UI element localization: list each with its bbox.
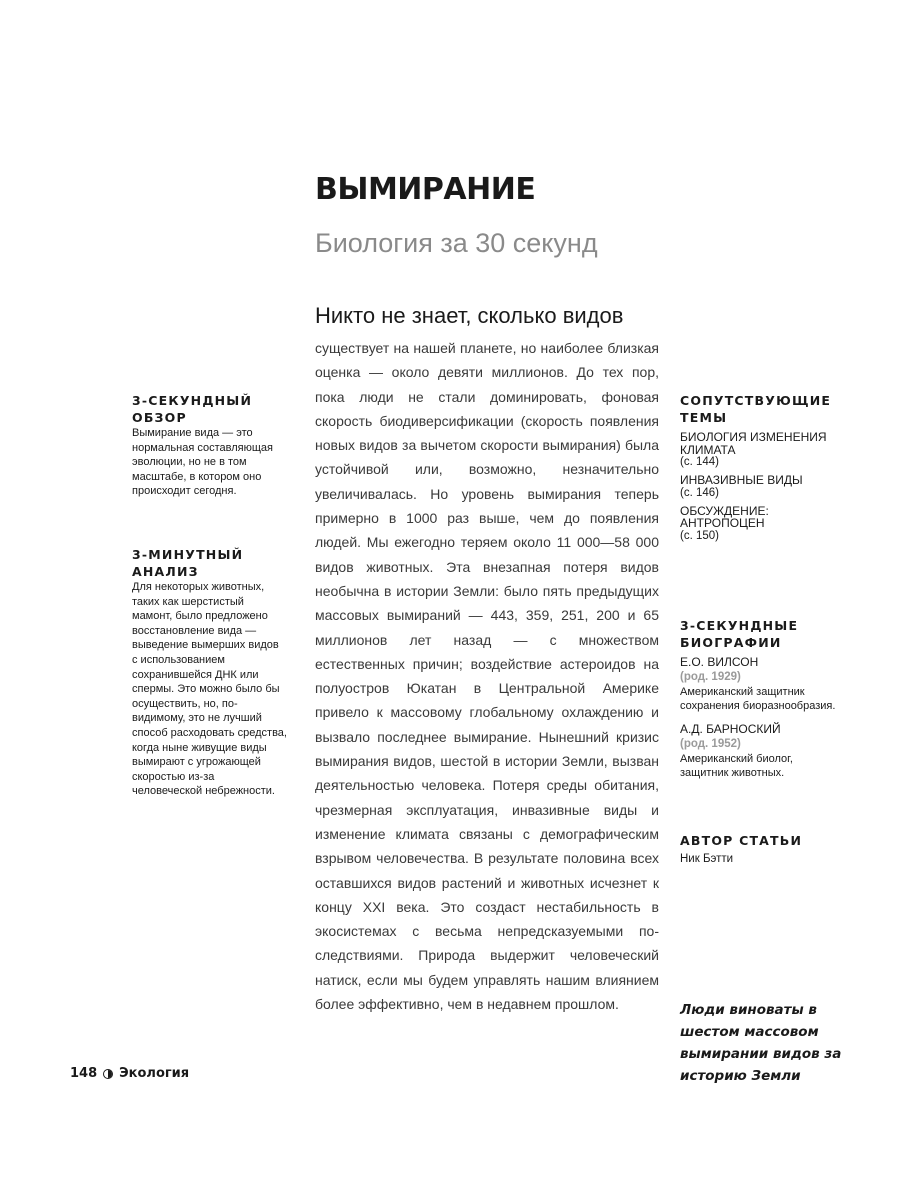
bio-year: (род. 1952) (680, 738, 741, 750)
author-heading: АВТОР СТАТЬИ (680, 833, 803, 848)
related-item-page: (с. 146) (680, 486, 719, 499)
related-heading: СОПУТСТВУЮЩИЕ ТЕМЫ (680, 393, 832, 425)
author-name: Ник Бэтти (680, 853, 734, 865)
page-title: ВЫМИРАНИЕ (315, 172, 536, 207)
page-subtitle: Биология за 30 секунд (315, 228, 598, 258)
related-item-title: ИНВАЗИВНЫЕ ВИДЫ (680, 473, 803, 487)
bio-item (680, 655, 840, 713)
analysis-block (132, 546, 287, 799)
analysis-heading: 3-МИНУТНЫЙ АНАЛИЗ (132, 547, 244, 579)
bio-year: (род. 1929) (680, 671, 741, 683)
analysis-text: Для некоторых животных, таких как шерстистый мамонт, было предложено восстановление вида — выведение вымерших видов с использованием сохранившейся ДНК или спермы. Это можно было бы осуществить, но, по-видимому, это не лучший способ расходовать средства, когда ныне живущие виды вымирают с угрожающей скоростью из-за человеческой небрежности. (132, 581, 287, 798)
main-text: существует на нашей планете, но наиболее близкая оценка — около девяти миллионов. До тех пор, пока люди не стали доминировать, фоновая скорость биодиверсификации (скорость появления новых видов за вычетом скорости вымирания) была устойчивой или, возможно, незначительно увеличивалась. Но уровень вымирания теперь примерно в 1000 раз выше, чем до появления людей. Мы ежегодно теряем около 11 000—58 000 видов животных. Эта внезапная потеря видов необычна в истории Земли: было пять предыдущих массовых вымираний — 443, 359, 251, 200 и 65 миллионов лет назад — с множеством естественных причин; воздействие астероидов на полуостров Юкатан в Центральной Америке привело к массовому глобальному охлаждению и вызвало последнее вымирание. Нынешний кризис вымирания видов, шестой в истории Земли, вызван деятельностью человека. Потеря среды обитания, чрезмерная эксплуатация, инвазивные виды и изменение климата связаны с демографическим взрывом человечества. В результате половина всех оставшихся видов растений и животных исчезнет к концу XXI века. Это создаст нестабильность в экосистемах с весьма непредсказуемыми последствиями. Природа выдержит человеческий натиск, если мы будем управлять нашим влиянием более эффективно, чем в недавнем прошлом. (315, 340, 659, 1013)
related-item (680, 431, 840, 469)
related-item-title: ОБСУЖДЕНИЕ: АНТРОПОЦЕН (680, 503, 769, 530)
overview-heading: 3-СЕКУНДНЫЙ ОБЗОР (132, 393, 253, 425)
lead-sentence: Никто не знает, сколько видов (315, 303, 624, 328)
author-block (680, 832, 840, 865)
bio-description: Американский защитник сохранения биоразнообразия. (680, 686, 836, 712)
overview-block (132, 392, 287, 499)
half-circle-icon (103, 1069, 113, 1079)
bio-name: Е.О. ВИЛСОН (680, 655, 759, 669)
section-name: Экология (119, 1066, 190, 1081)
biographies-block (680, 617, 840, 780)
bio-description: Американский биолог, защитник животных. (680, 753, 793, 779)
overview-text: Вымирание вида — это нормальная составляющая эволюции, но не в том масштабе, в котором оно происходит сегодня. (132, 427, 273, 498)
bio-name: А.Д. БАРНОСКИЙ (680, 722, 781, 736)
bios-heading: 3-СЕКУНДНЫЕ БИОГРАФИИ (680, 618, 799, 650)
page-footer (70, 1066, 189, 1081)
related-item (680, 474, 840, 500)
image-caption: Люди виноваты в шестом массовом вымирании видов за историю Земли (680, 1002, 842, 1084)
bio-item (680, 722, 840, 780)
related-item (680, 505, 840, 543)
related-topics-block (680, 392, 840, 543)
related-item-page: (с. 144) (680, 456, 719, 468)
page-number: 148 (70, 1066, 98, 1081)
related-item-title: БИОЛОГИЯ ИЗМЕНЕНИЯ КЛИМАТА (680, 430, 827, 457)
related-item-page: (с. 150) (680, 529, 719, 542)
